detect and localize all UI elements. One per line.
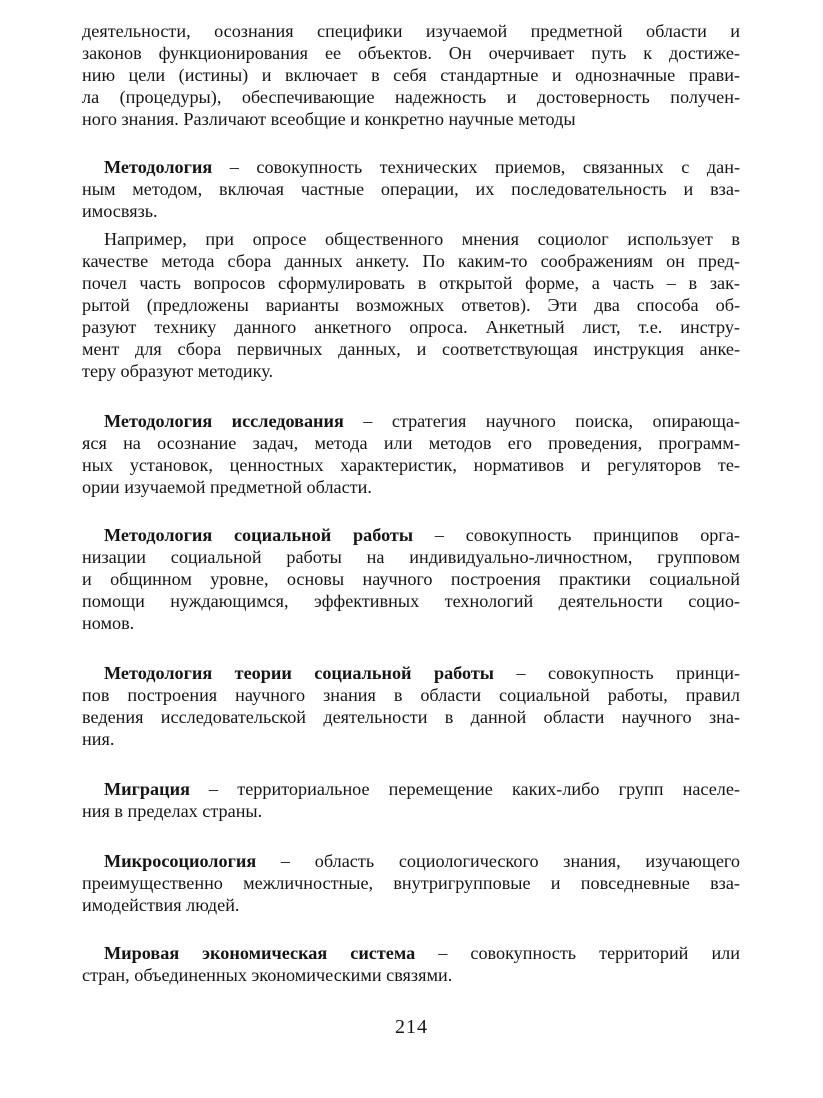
text-line: законов функционирования ее объектов. Он очерчивает путь к достиже-	[82, 43, 740, 63]
entry-definition: – совокупность принци-	[494, 663, 740, 683]
text-line: ного знания. Различают всеобщие и конкретно научные методы	[82, 109, 576, 129]
entry-definition: – территориальное перемещение каких-либо групп населе-	[189, 779, 740, 799]
text-line: качестве метода сбора данных анкету. По каким-то соображениям он пред-	[82, 251, 740, 271]
entry-term: Мировая экономическая система	[104, 943, 416, 963]
text-line: мент для сбора первичных данных, и соответствующая инструкция анке-	[82, 339, 740, 359]
entry-first-line	[82, 156, 740, 178]
text-line: имодействия людей.	[82, 895, 240, 915]
entry-term: Методология теории социальной работы	[104, 663, 495, 683]
text-line: ведения исследовательской деятельности в данной области научного зна-	[82, 707, 740, 727]
text-line: ным методом, включая частные операции, их последовательность и вза-	[82, 179, 740, 199]
text-line: рытой (предложены варианты возможных ответов). Эти два способа об-	[82, 295, 740, 315]
text-line: ния в пределах страны.	[82, 801, 263, 821]
text-line: ории изучаемой предметной области.	[82, 477, 372, 497]
text-line: низации социальной работы на индивидуально-личностном, групповом	[82, 547, 740, 567]
entry-first-line	[82, 850, 740, 872]
entry-first-line	[82, 410, 740, 432]
entry-definition: – совокупность территорий или	[415, 943, 740, 963]
text-line: и общинном уровне, основы научного построения практики социальной	[82, 569, 740, 589]
entry-definition: – стратегия научного поиска, опирающа-	[343, 411, 740, 431]
entry-term: Микросоциология	[104, 851, 257, 871]
text-line: нию цели (истины) и включает в себя стандартные и однозначные прави-	[82, 65, 740, 85]
entry-term: Методология исследования	[104, 411, 344, 431]
text-line: ния.	[82, 729, 115, 749]
text-line: стран, объединенных экономическими связями.	[82, 965, 453, 985]
text-line: Например, при опросе общественного мнения социолог использует в	[104, 229, 740, 249]
page-number: 214	[395, 1016, 428, 1038]
text-line: преимущественно межличностные, внутригрупповые и повседневные вза-	[82, 873, 740, 893]
text-line: теру образуют методику.	[82, 361, 274, 381]
text-line: ла (процедуры), обеспечивающие надежность и достоверность получен-	[82, 87, 740, 107]
entry-term: Методология социальной работы	[104, 525, 414, 545]
entry-first-line	[82, 524, 740, 546]
entry-definition: – совокупность принципов орга-	[413, 525, 740, 545]
entry-first-line	[82, 778, 740, 800]
text-line: почел часть вопросов сформулировать в открытой форме, а часть – в зак-	[82, 273, 740, 293]
text-line: имосвязь.	[82, 201, 158, 221]
entry-term: Методология	[104, 157, 213, 177]
text-line: пов построения научного знания в области социальной работы, правил	[82, 685, 740, 705]
text-line: ных установок, ценностных характеристик, нормативов и регуляторов те-	[82, 455, 740, 475]
entry-first-line	[82, 942, 740, 964]
entry-definition: – область социологического знания, изучающего	[256, 851, 740, 871]
entry-definition: – совокупность технических приемов, связанных с дан-	[212, 157, 740, 177]
text-line: помощи нуждающимся, эффективных технологий деятельности социо-	[82, 591, 740, 611]
text-line: деятельности, осознания специфики изучаемой предметной области и	[82, 21, 740, 41]
entry-term: Миграция	[104, 779, 190, 799]
text-line: номов.	[82, 613, 135, 633]
entry-first-line	[82, 662, 740, 684]
text-line: яся на осознание задач, метода или методов его проведения, программ-	[82, 433, 740, 453]
text-line: разуют технику данного анкетного опроса. Анкетный лист, т.е. инстру-	[82, 317, 740, 337]
